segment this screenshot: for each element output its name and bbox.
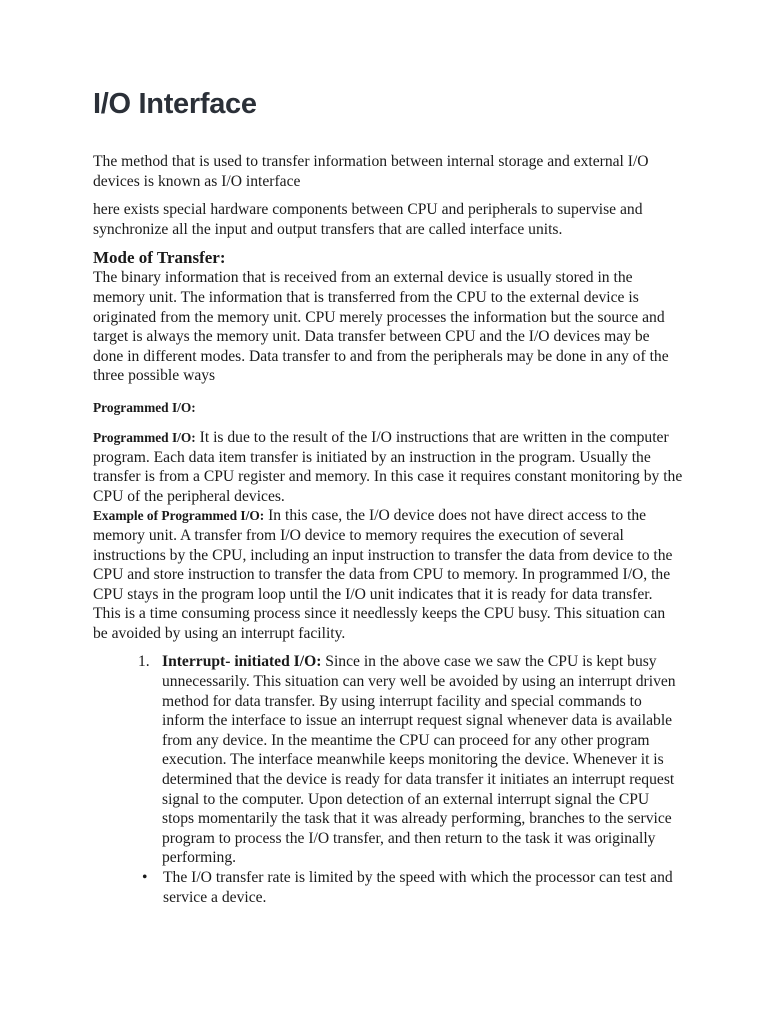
page-title: I/O Interface xyxy=(93,88,257,120)
bullet-item-text: The I/O transfer rate is limited by the speed with which the processor can test and service a device. xyxy=(163,869,673,906)
programmed-io-label: Programmed I/O: xyxy=(93,429,196,445)
list-item-number: 1. xyxy=(138,653,150,671)
bullet-icon: • xyxy=(142,869,148,886)
numbered-list xyxy=(93,652,683,868)
programmed-io-text: It is due to the result of the I/O instructions that are written in the computer program. Each data item transfer is initiated by an instruction in the program. Usually the transfer is from a CPU register and memory. In this case it requires constant monitoring by the CPU of the peripheral devices. xyxy=(93,428,683,505)
document-page xyxy=(93,86,683,907)
programmed-io-paragraph xyxy=(93,428,683,506)
bullet-item xyxy=(142,868,683,907)
section-heading-mode-of-transfer: Mode of Transfer: xyxy=(93,248,226,268)
example-label: Example of Programmed I/O: xyxy=(93,508,265,524)
subheading-programmed-io: Programmed I/O: xyxy=(93,399,196,415)
list-item-text: Since in the above case we saw the CPU is kept busy unnecessarily. This situation can very well be avoided by using an interrupt driven method for data transfer. By using interrupt facility and special commands to inform the interface to issue an interrupt request signal whenever data is available from any device. In the meantime the CPU can proceed for any other program execution. The interface meanwhile keeps monitoring the device. Whenever it is determined that the device is ready for data transfer it initiates an interrupt request signal to the computer. Upon detection of an external interrupt signal the CPU stops momentarily the task that it was already performing, branches to the service program to process the I/O transfer, and then return to the task it was originally performing. xyxy=(162,653,676,867)
intro-paragraph-2: here exists special hardware components between CPU and peripherals to supervise and synchronize all the input and output transfers that are called interface units. xyxy=(93,201,643,238)
mode-of-transfer-paragraph: The binary information that is received from an external device is usually stored in the memory unit. The information that is transferred from the CPU to the external device is originated from the memory unit. CPU merely processes the information but the source and target is always the memory unit. Data transfer between CPU and the I/O devices may be done in different modes. Data transfer to and from the peripherals may be done in any of the three possible ways xyxy=(93,269,669,385)
example-text: In this case, the I/O device does not have direct access to the memory unit. A transfer from I/O device to memory requires the execution of several instructions by the CPU, including an input instruction to transfer the data from device to the CPU and store instruction to transfer the data from CPU to memory. In programmed I/O, the CPU stays in the program loop until the I/O unit indicates that it is ready for data transfer. This is a time consuming process since it needlessly keeps the CPU busy. This situation can be avoided by using an interrupt facility. xyxy=(93,507,673,642)
list-item xyxy=(138,652,683,868)
example-paragraph xyxy=(93,506,683,643)
list-item-label: Interrupt- initiated I/O: xyxy=(162,653,322,671)
bullet-list xyxy=(93,868,683,907)
intro-paragraph: The method that is used to transfer information between internal storage and external I/O devices is known as I/O interface xyxy=(93,153,649,190)
